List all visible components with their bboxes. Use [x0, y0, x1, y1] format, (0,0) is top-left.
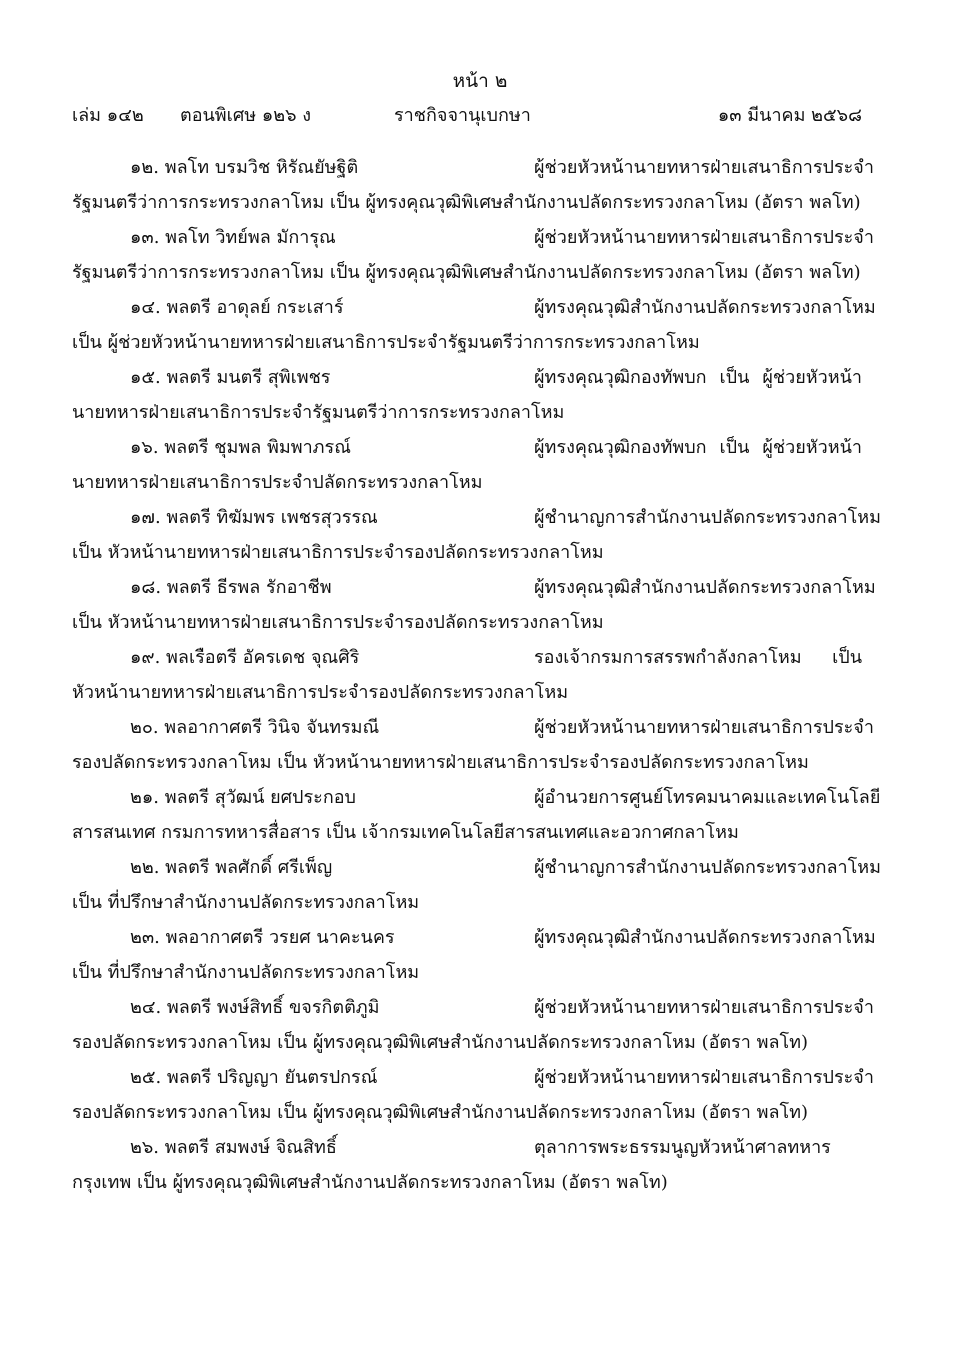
page-number: หน้า ๒ — [452, 70, 508, 92]
list-item — [72, 500, 882, 570]
entry-current-position: ผู้ทรงคุณวุฒิสำนักงานปลัดกระทรวงกลาโหม — [534, 927, 876, 948]
entry-current-position: ตุลาการพระธรรมนูญหัวหน้าศาลทหาร — [534, 1137, 831, 1158]
entry-new-position: นายทหารฝ่ายเสนาธิการประจำปลัดกระทรวงกลาโหม — [72, 472, 483, 493]
entry-name: ๑๘. พลตรี ธีรพล รักอาชีพ — [130, 577, 332, 598]
list-item — [72, 220, 874, 290]
entry-current-position: ผู้ช่วยหัวหน้านายทหารฝ่ายเสนาธิการประจำ — [534, 997, 874, 1018]
gazette-title: ราชกิจจานุเบกษา — [394, 105, 531, 126]
entry-new-position: นายทหารฝ่ายเสนาธิการประจำรัฐมนตรีว่าการกระทรวงกลาโหม — [72, 402, 565, 423]
entry-new-position: สารสนเทศ กรมการทหารสื่อสาร เป็น เจ้ากรมเทคโนโลยีสารสนเทศและอวกาศกลาโหม — [72, 822, 739, 843]
entry-current-position: ผู้ทรงคุณวุฒิสำนักงานปลัดกระทรวงกลาโหม — [534, 577, 876, 598]
entry-name: ๑๙. พลเรือตรี อัครเดช จุณศิริ — [130, 647, 360, 668]
list-item — [72, 1060, 874, 1130]
entry-new-position: รองปลัดกระทรวงกลาโหม เป็น หัวหน้านายทหารฝ่ายเสนาธิการประจำรองปลัดกระทรวงกลาโหม — [72, 752, 809, 773]
gazette-header — [72, 100, 862, 130]
entry-name: ๑๕. พลตรี มนตรี สุพิเพชร — [130, 367, 331, 388]
entry-current-position: ผู้อำนวยการศูนย์โทรคมนาคมและเทคโนโลยี — [534, 787, 881, 808]
entry-name: ๒๕. พลตรี ปริญญา ยันตรปกรณ์ — [130, 1067, 378, 1088]
entry-current-position: ผู้ทรงคุณวุฒิกองทัพบก เป็น ผู้ช่วยหัวหน้า — [534, 367, 862, 388]
entry-current-position: ผู้ทรงคุณวุฒิสำนักงานปลัดกระทรวงกลาโหม — [534, 297, 876, 318]
list-item — [72, 570, 876, 640]
entry-name: ๒๓. พลอากาศตรี วรยศ นาคะนคร — [130, 927, 395, 948]
entry-current-position: ผู้ช่วยหัวหน้านายทหารฝ่ายเสนาธิการประจำ — [534, 227, 874, 248]
entry-current-position: รองเจ้ากรมการสรรพกำลังกลาโหม เป็น — [534, 647, 862, 668]
appointment-list — [72, 150, 882, 1200]
entry-current-position: ผู้ช่วยหัวหน้านายทหารฝ่ายเสนาธิการประจำ — [534, 157, 874, 178]
entry-name: ๑๒. พลโท บรมวิช หิรัณยัษฐิติ — [130, 157, 359, 178]
list-item — [72, 780, 881, 850]
entry-current-position: ผู้ช่วยหัวหน้านายทหารฝ่ายเสนาธิการประจำ — [534, 1067, 874, 1088]
issue-label: ตอนพิเศษ ๑๒๖ ง — [180, 105, 312, 126]
entry-name: ๑๗. พลตรี ทิฆัมพร เพชรสุวรรณ — [130, 507, 378, 528]
entry-name: ๒๒. พลตรี พลศักดิ์ ศรีเพ็ญ — [130, 857, 333, 878]
entry-new-position: เป็น ที่ปรึกษาสำนักงานปลัดกระทรวงกลาโหม — [72, 962, 420, 983]
entry-new-position: เป็น ที่ปรึกษาสำนักงานปลัดกระทรวงกลาโหม — [72, 892, 420, 913]
entry-name: ๑๓. พลโท วิทย์พล มัการุณ — [130, 227, 336, 248]
list-item — [72, 360, 862, 430]
list-item — [72, 290, 876, 360]
entry-name: ๑๖. พลตรี ชุมพล พิมพาภรณ์ — [130, 437, 351, 458]
entry-current-position: ผู้ชำนาญการสำนักงานปลัดกระทรวงกลาโหม — [534, 857, 882, 878]
list-item — [72, 1130, 862, 1200]
entry-new-position: กรุงเทพ เป็น ผู้ทรงคุณวุฒิพิเศษสำนักงานปลัดกระทรวงกลาโหม (อัตรา พลโท) — [72, 1172, 668, 1193]
entry-name: ๑๔. พลตรี อาดุลย์ กระเสาร์ — [130, 297, 344, 318]
entry-name: ๒๔. พลตรี พงษ์สิทธิ์ ขจรกิตติภูมิ — [130, 997, 380, 1018]
entry-current-position: ผู้ช่วยหัวหน้านายทหารฝ่ายเสนาธิการประจำ — [534, 717, 874, 738]
entry-name: ๒๑. พลตรี สุวัฒน์ ยศประกอบ — [130, 787, 356, 808]
list-item — [72, 710, 874, 780]
entry-new-position: รองปลัดกระทรวงกลาโหม เป็น ผู้ทรงคุณวุฒิพิเศษสำนักงานปลัดกระทรวงกลาโหม (อัตรา พลโท) — [72, 1032, 809, 1053]
entry-new-position: รัฐมนตรีว่าการกระทรวงกลาโหม เป็น ผู้ทรงคุณวุฒิพิเศษสำนักงานปลัดกระทรวงกลาโหม (อัตรา พลโท) — [72, 262, 861, 283]
entry-name: ๒๖. พลตรี สมพงษ์ จิณสิทธิ์ — [130, 1137, 337, 1158]
entry-new-position: เป็น หัวหน้านายทหารฝ่ายเสนาธิการประจำรองปลัดกระทรวงกลาโหม — [72, 612, 604, 633]
entry-current-position: ผู้ชำนาญการสำนักงานปลัดกระทรวงกลาโหม — [534, 507, 882, 528]
entry-name: ๒๐. พลอากาศตรี วินิจ จันทรมณี — [130, 717, 380, 738]
list-item — [72, 640, 862, 710]
list-item — [72, 920, 876, 990]
entry-new-position: เป็น ผู้ช่วยหัวหน้านายทหารฝ่ายเสนาธิการประจำรัฐมนตรีว่าการกระทรวงกลาโหม — [72, 332, 700, 353]
entry-new-position: รองปลัดกระทรวงกลาโหม เป็น ผู้ทรงคุณวุฒิพิเศษสำนักงานปลัดกระทรวงกลาโหม (อัตรา พลโท) — [72, 1102, 809, 1123]
entry-new-position: รัฐมนตรีว่าการกระทรวงกลาโหม เป็น ผู้ทรงคุณวุฒิพิเศษสำนักงานปลัดกระทรวงกลาโหม (อัตรา พลโท) — [72, 192, 861, 213]
entry-current-position: ผู้ทรงคุณวุฒิกองทัพบก เป็น ผู้ช่วยหัวหน้า — [534, 437, 862, 458]
entry-new-position: หัวหน้านายทหารฝ่ายเสนาธิการประจำรองปลัดกระทรวงกลาโหม — [72, 682, 569, 703]
list-item — [72, 150, 874, 220]
list-item — [72, 850, 882, 920]
list-item — [72, 990, 874, 1060]
entry-new-position: เป็น หัวหน้านายทหารฝ่ายเสนาธิการประจำรองปลัดกระทรวงกลาโหม — [72, 542, 604, 563]
volume-label: เล่ม ๑๔๒ — [72, 105, 144, 126]
date-label: ๑๓ มีนาคม ๒๕๖๘ — [717, 105, 862, 126]
list-item — [72, 430, 862, 500]
